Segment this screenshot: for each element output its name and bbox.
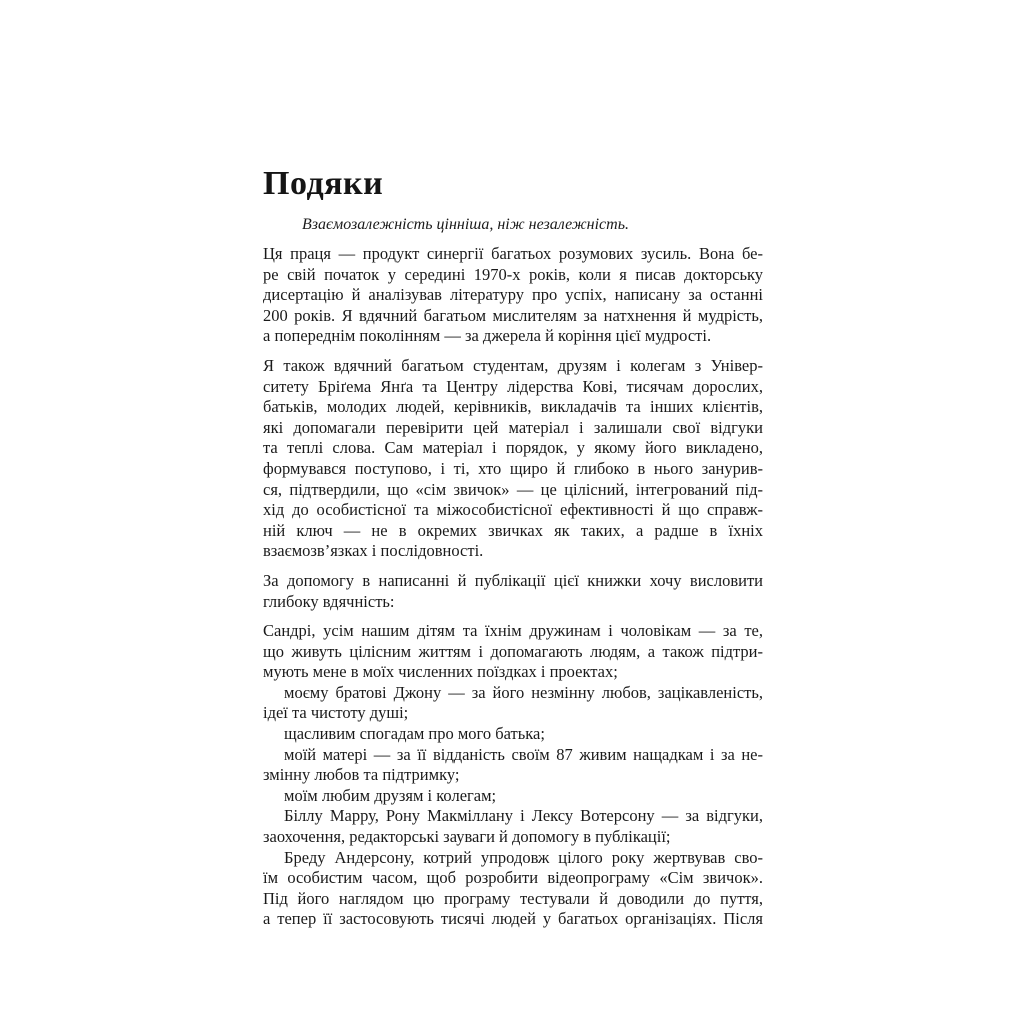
text-line: заохочення, редакторські зауваги й допомогу в публікації; bbox=[263, 827, 671, 847]
text-line: взаємозв’язках і послідовності. bbox=[263, 541, 484, 561]
text-line: Біллу Марру, Рону Макміллану і Лексу Вотерсону — за відгуки, bbox=[284, 806, 763, 826]
book-page bbox=[263, 165, 763, 930]
text-line: батьків, молодих людей, керівників, викладачів та інших клієнтів, bbox=[263, 397, 763, 417]
text-line: та теплі слова. Сам матеріал і порядок, у якому його викладено, bbox=[263, 438, 763, 458]
text-line: що живуть цілісним життям і допомагають людям, а також підтри- bbox=[263, 641, 763, 661]
text-line: які допомагали перевірити цей матеріал і залишали свої відгуки bbox=[263, 417, 763, 437]
item-bill-ron-lex bbox=[263, 806, 763, 847]
para-help-intro bbox=[263, 571, 763, 612]
item-friends bbox=[263, 786, 763, 807]
epigraph: Взаємозалежність цінніша, ніж незалежність. bbox=[302, 216, 629, 233]
item-father bbox=[263, 724, 763, 745]
text-line: ситету Бріґема Янґа та Центру лідерства Кові, тисячам дорослих, bbox=[263, 376, 763, 396]
text-line: ре свій початок у середині 1970-х років, коли я писав докторську bbox=[263, 264, 763, 284]
text-line: а тепер її застосовують тисячі людей у багатьох організаціях. Після bbox=[263, 909, 763, 929]
text-line: глибоку вдячність: bbox=[263, 591, 395, 611]
item-sandra bbox=[263, 621, 763, 683]
text-line: Сандрі, усім нашим дітям та їхнім дружинам і чоловікам — за те, bbox=[263, 621, 763, 641]
item-mother bbox=[263, 745, 763, 786]
text-line: Бреду Андерсону, котрий упродовж цілого року жертвував сво- bbox=[284, 847, 763, 867]
text-line: моєму братові Джону — за його незмінну любов, зацікавленість, bbox=[284, 682, 763, 702]
text-line: ній ключ — не в окремих звичках як таких, а радше в їхніх bbox=[263, 520, 763, 540]
item-brad-anderson bbox=[263, 848, 763, 930]
text-line: а попереднім поколінням — за джерела й коріння цієї мудрості. bbox=[263, 326, 712, 346]
text-line: За допомогу в написанні й публікації цієї книжки хочу висловити bbox=[263, 570, 763, 590]
text-line: щасливим спогадам про мого батька; bbox=[284, 724, 545, 744]
text-line: моїй матері — за її відданість своїм 87 живим нащадкам і за не- bbox=[284, 744, 763, 764]
text-line: 200 років. Я вдячний багатьом мислителям за натхнення й мудрість, bbox=[263, 305, 763, 325]
text-line: їм особистим часом, щоб розробити відеопрограму «Сім звичок». bbox=[263, 868, 763, 888]
text-line: ідеї та чистоту душі; bbox=[263, 703, 409, 723]
text-line: Під його наглядом цю програму тестували й доводили до пуття, bbox=[263, 888, 763, 908]
text-line: моїм любим друзям і колегам; bbox=[284, 785, 497, 805]
text-line: змінну любов та підтримку; bbox=[263, 765, 460, 785]
text-line: ся, підтвердили, що «сім звичок» — це цілісний, інтегрований під- bbox=[263, 479, 763, 499]
chapter-title: Подяки bbox=[263, 165, 384, 202]
body-text bbox=[263, 244, 763, 930]
para-origin bbox=[263, 244, 763, 347]
item-brother-john bbox=[263, 683, 763, 724]
para-students bbox=[263, 356, 763, 562]
text-line: Ця праця — продукт синергії багатьох розумових зусиль. Вона бе- bbox=[263, 244, 763, 263]
text-line: Я також вдячний багатьом студентам, друзям і колегам з Універ- bbox=[263, 355, 763, 375]
text-line: хід до особистісної та міжособистісної ефективності й що справж- bbox=[263, 500, 763, 520]
text-line: мують мене в моїх численних поїздках і проектах; bbox=[263, 662, 618, 682]
text-line: формувався поступово, і ті, хто щиро й глибоко в нього занурив- bbox=[263, 458, 763, 478]
text-line: дисертацію й аналізував літературу про успіх, написану за останні bbox=[263, 285, 763, 305]
